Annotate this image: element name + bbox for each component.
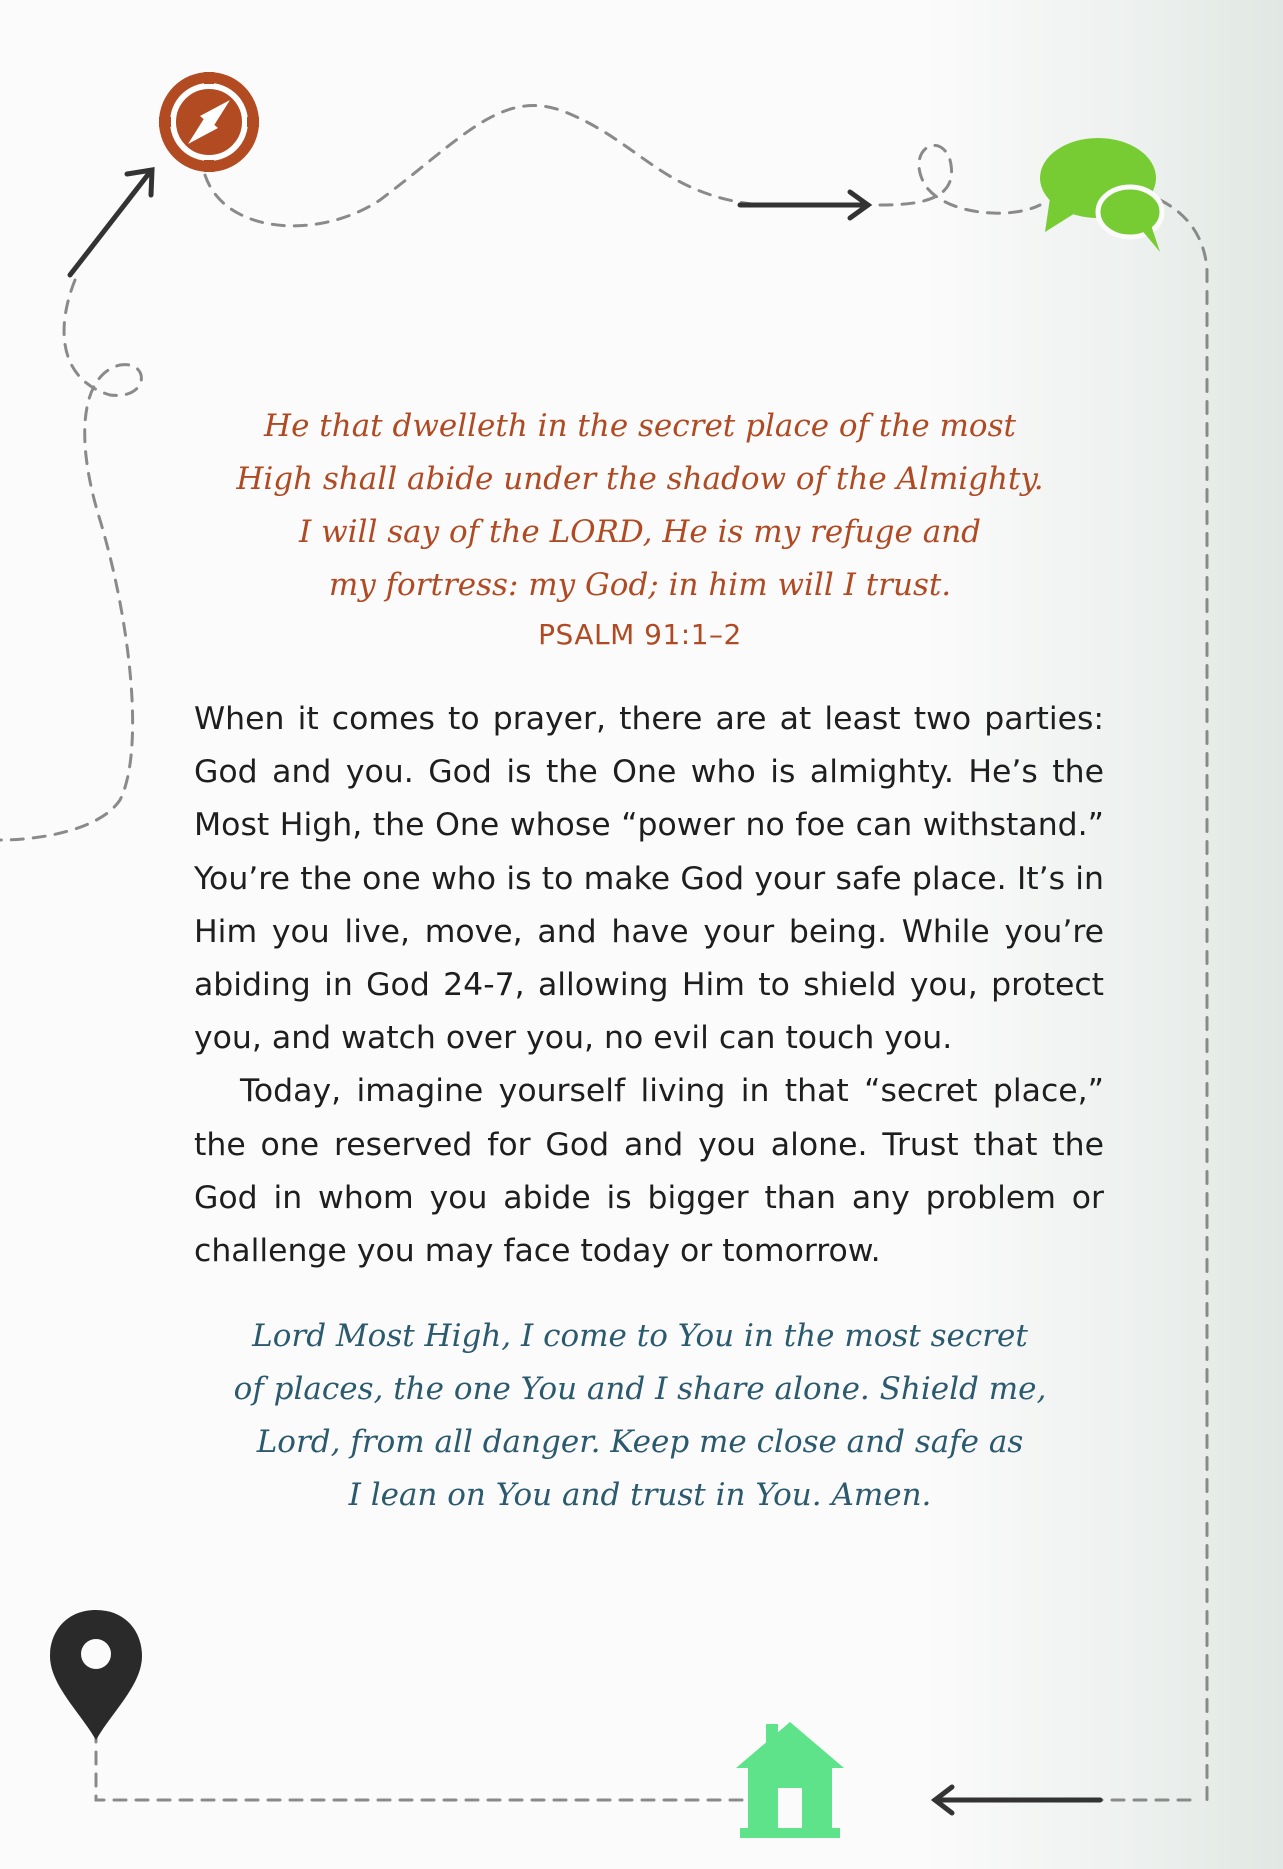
prayer-line: of places, the one You and I share alone. Shield me, [233,1371,1047,1407]
map-pin-icon [50,1610,142,1740]
body-paragraph: When it comes to prayer, there are at least two parties: God and you. God is the One who is almighty. He’s the Most High, the One whose “power no foe can withstand.” You’re the one who is to make God your safe place. It’s in Him you live, move, and have your being. While you’re abiding in God 24-7, allowing Him to shield you, protect you, and watch over you, no evil can touch you. [194,701,1104,1057]
devotional-body [194,693,1104,1278]
scripture-reference: PSALM 91:1–2 [538,618,742,651]
body-paragraph: Today, imagine yourself living in that “secret place,” the one reserved for God and you alone. Trust that the God in whom you abide is bigger than any problem or challenge you may face today or tomorrow. [194,1073,1104,1270]
verse-line: I will say of the LORD, He is my refuge and [298,514,981,550]
prayer-line: I lean on You and trust in You. Amen. [348,1477,932,1513]
prayer-line: Lord, from all danger. Keep me close and safe as [256,1424,1024,1460]
verse-line: High shall abide under the shadow of the Almighty. [236,461,1044,497]
closing-prayer [180,1310,1100,1522]
home-icon [736,1722,844,1838]
verse-line: my fortress: my God; in him will I trust. [328,567,952,603]
prayer-line: Lord Most High, I come to You in the most secret [252,1318,1028,1354]
verse-line: He that dwelleth in the secret place of the most [264,408,1016,444]
chat-bubbles-icon [1040,138,1162,252]
compass-icon [159,72,259,172]
scripture-verse [180,400,1100,612]
